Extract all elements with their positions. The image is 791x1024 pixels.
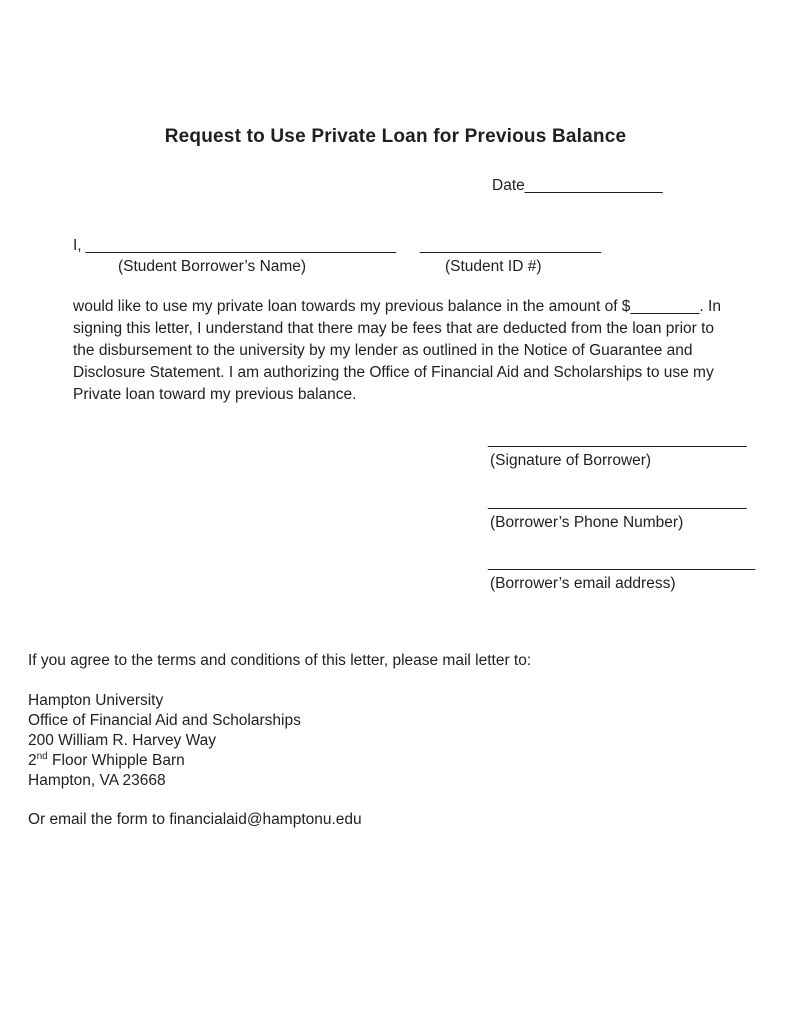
email-instruction-line: Or email the form to financialaid@hamptonu.edu	[28, 811, 362, 828]
address-line-floor	[28, 751, 531, 771]
date-label: Date	[492, 177, 525, 194]
salutation-line	[73, 237, 396, 255]
email-field	[488, 555, 755, 592]
floor-number: 2	[28, 752, 37, 769]
address-line-street: 200 William R. Harvey Way	[28, 732, 217, 749]
student-id-caption: (Student ID #)	[445, 258, 542, 275]
date-blank: ________________	[524, 177, 663, 194]
agreement-paragraph	[73, 296, 728, 406]
mailing-address	[28, 691, 531, 791]
floor-ordinal-suffix: nd	[36, 750, 48, 762]
student-id-blank: _____________________	[420, 237, 602, 254]
salutation-prefix: I,	[73, 237, 82, 254]
signature-blank: ______________________________	[488, 431, 747, 448]
amount-blank: ________	[630, 298, 700, 315]
paragraph-text-before-amount: would like to use my private loan towards my previous balance in the amount of $	[73, 298, 631, 315]
date-line	[492, 177, 663, 195]
floor-rest: Floor Whipple Barn	[47, 752, 185, 769]
address-line-city: Hampton, VA 23668	[28, 772, 166, 789]
phone-caption: (Borrower’s Phone Number)	[490, 514, 684, 531]
address-line-university: Hampton University	[28, 692, 164, 709]
phone-field	[488, 494, 747, 531]
student-name-blank: ____________________________________	[85, 237, 396, 254]
signature-field	[488, 432, 747, 469]
paragraph-text-after-amount: . In signing this letter, I understand that there may be fees that are deducted from the loan prior to the disbursement to the university by my lender as outlined in the Notice of Guarantee and Disclosure Statement. I am authorizing the Office of Financial Aid and Scholarships to use my Private loan toward my previous balance.	[73, 298, 721, 403]
email-blank: _______________________________	[488, 554, 756, 571]
mailing-section	[28, 651, 531, 830]
mail-instructions-line: If you agree to the terms and conditions of this letter, please mail letter to:	[28, 652, 532, 669]
signature-caption: (Signature of Borrower)	[490, 452, 652, 469]
document-title: Request to Use Private Loan for Previous Balance	[164, 126, 627, 147]
student-name-caption: (Student Borrower’s Name)	[118, 258, 307, 275]
email-caption: (Borrower’s email address)	[490, 575, 676, 592]
phone-blank: ______________________________	[488, 493, 747, 510]
address-line-office: Office of Financial Aid and Scholarships	[28, 712, 301, 729]
